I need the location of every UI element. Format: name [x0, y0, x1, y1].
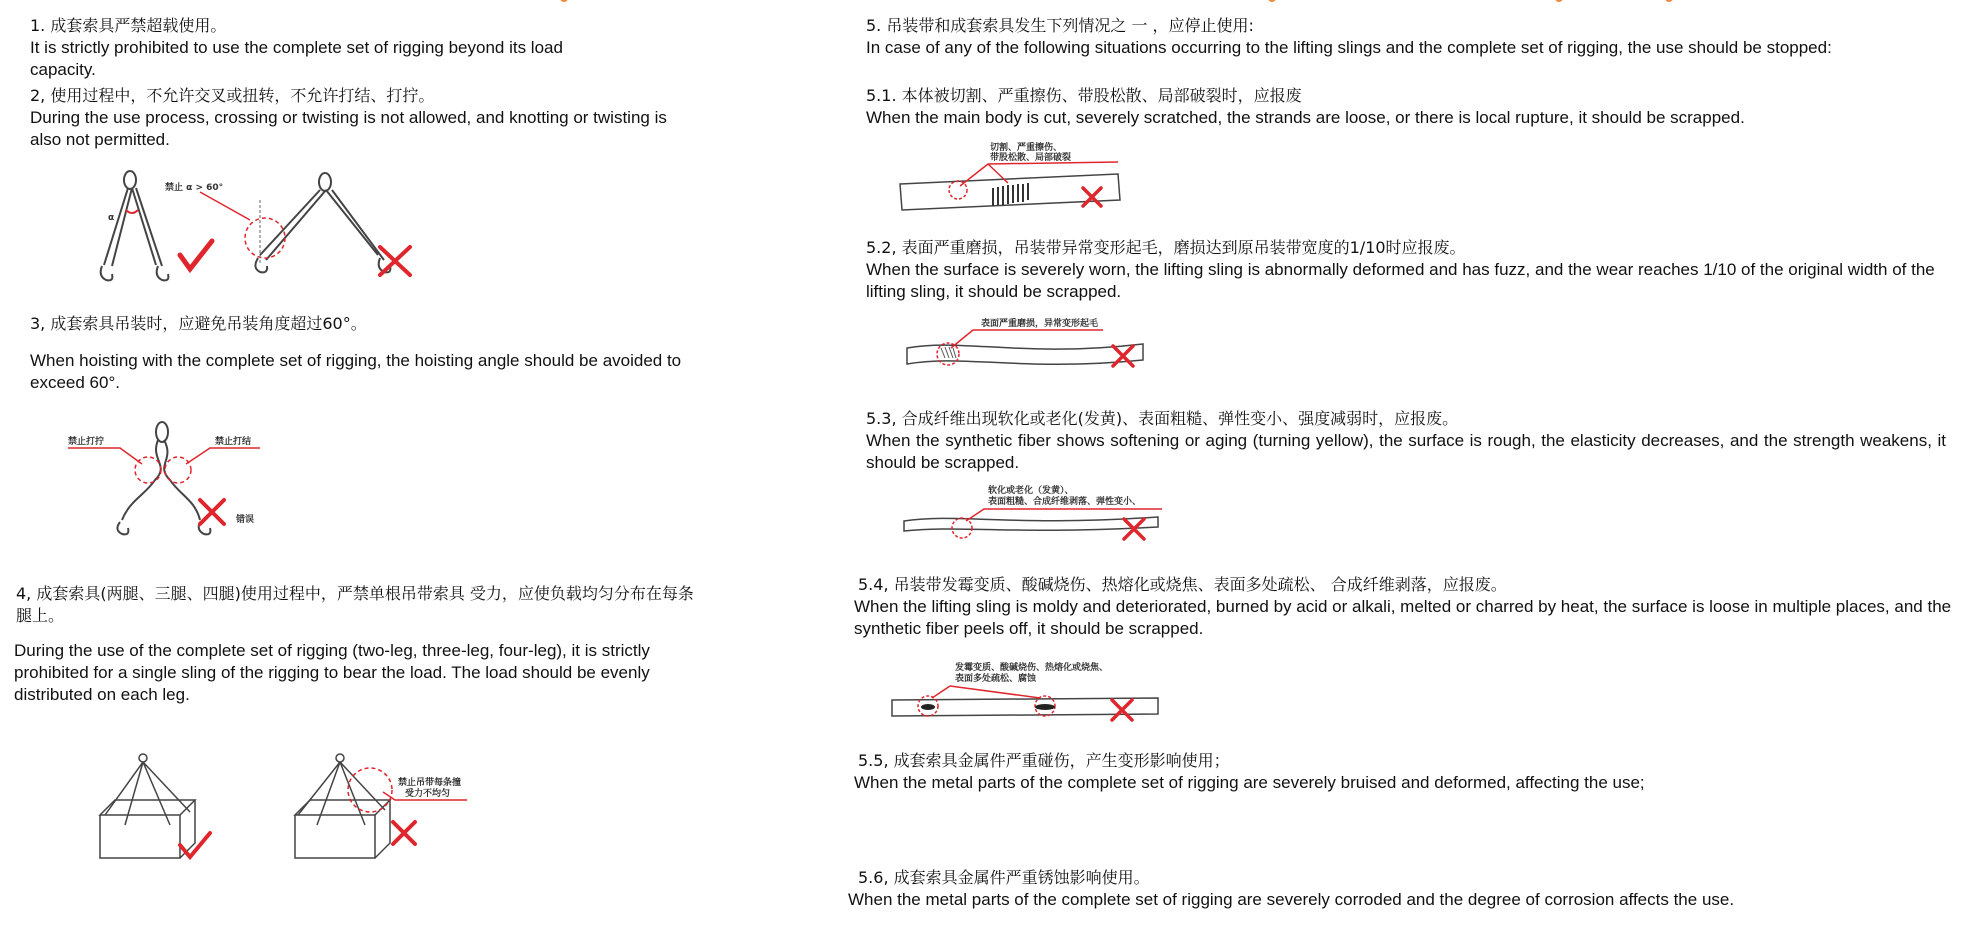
moldy-label-line2: 表面多处疏松、腐蚀: [955, 674, 1037, 684]
moldy-label-line1: 发霉变质、酸碱烧伤、热熔化或烧焦、: [955, 663, 1109, 673]
item51-heading-cn: 5.1. 本体被切割、严重擦伤、带股松散、局部破裂时，应报废: [866, 86, 1302, 105]
aged-label-line2: 表面粗糙、合成纤维剥落、弹性变小、: [988, 497, 1142, 507]
overload-highlight-circle: [348, 768, 392, 812]
item4-text-en: During the use of the complete set of rigging (two-leg, three-leg, four-leg), it is strictly prohibited for a single sling of the rigging to bear the load. The load should be evenly distributed on each leg.: [14, 641, 650, 704]
item56-text-en: When the metal parts of the complete set of rigging are severely corroded and the degree of corrosion affects the use.: [848, 890, 1735, 909]
worn-label: 表面严重磨损，异常变形起毛: [981, 319, 1099, 329]
item54-text-en: When the lifting sling is moldy and deteriorated, burned by acid or alkali, melted or charred by heat, the surface is loose in multiple places, and the synthetic fiber peels off, it should be scrapped.: [854, 597, 1952, 638]
item2-heading-cn: 2, 使用过程中，不允许交叉或扭转，不允许打结、打拧。: [30, 86, 435, 105]
item53-heading-cn: 5.3, 合成纤维出现软化或老化(发黄)、表面粗糙、弹性变小、强度减弱时，应报废。: [866, 409, 1459, 428]
cut-label-line2: 带股松散、局部破裂: [990, 153, 1072, 163]
knot-twist-figure: [60, 420, 280, 535]
no-knot-label: 禁止打结: [215, 437, 252, 447]
worn-sling-figure: [903, 314, 1153, 376]
item1-heading-cn: 1. 成套索具严禁超载使用。: [30, 16, 227, 35]
balanced-four-leg-sling: [100, 754, 195, 858]
cross-icon: [1112, 700, 1132, 720]
item51-text-en: When the main body is cut, severely scratched, the strands are loose, or there is local rupture, it should be scrapped.: [866, 108, 1745, 127]
twisted-sling: [117, 422, 210, 534]
item53-text-en: When the synthetic fiber shows softening or aging (turning yellow), the surface is rough, the elasticity decreases, and the strength weakens, it should be scrapped.: [866, 431, 1946, 472]
cross-icon: [1113, 346, 1133, 366]
cross-icon: [1083, 188, 1101, 206]
cut-label-line1: 切割、严重擦伤、: [990, 143, 1063, 153]
moldy-sling-figure: [890, 658, 1170, 728]
item52-text-en: When the surface is severely worn, the lifting sling is abnormally deformed and has fuzz, and the wear reaches 1/10 of the original width of the lifting sling, it should be scrapped.: [866, 260, 1935, 301]
item1-text-en: It is strictly prohibited to use the complete set of rigging beyond its load capacity.: [30, 38, 563, 79]
load-distribution-figure: [95, 750, 480, 865]
sling-angle-figure: [90, 170, 420, 285]
item5-text-en: In case of any of the following situations occurring to the lifting slings and the complete set of rigging, the use should be stopped:: [866, 38, 1832, 57]
aged-sling-figure: [900, 483, 1170, 545]
item56-heading-cn: 5.6, 成套索具金属件严重锈蚀影响使用。: [858, 868, 1150, 887]
angle-highlight-circle: [245, 218, 285, 258]
item4-heading-cn: 4, 成套索具(两腿、三腿、四腿)使用过程中，严禁单根吊带索具 受力，应使负载均匀分布在每条腿上。: [16, 584, 694, 625]
cut-sling-figure: [898, 138, 1128, 218]
top-edge-mark: [1665, 0, 1673, 2]
aged-label-line1: 软化或老化（发黄）、: [988, 486, 1074, 496]
overload-label-line1: 禁止吊带每条撞: [398, 778, 462, 788]
item54-heading-cn: 5.4, 吊装带发霉变质、酸碱烧伤、热熔化或烧焦、表面多处疏松、 合成纤维剥落，应报废。: [858, 575, 1507, 594]
cross-icon: [200, 500, 224, 524]
no-twist-label: 禁止打拧: [68, 437, 105, 447]
top-edge-mark: [560, 0, 568, 2]
wrong-label: 错误: [236, 515, 255, 525]
item55-heading-cn: 5.5, 成套索具金属件严重碰伤，产生变形影响使用；: [858, 751, 1230, 770]
correct-two-leg-sling: [101, 171, 169, 280]
alpha-symbol: α: [108, 213, 115, 223]
forbidden-angle-label: 禁止 α > 60°: [165, 183, 224, 193]
item3-text-en: When hoisting with the complete set of rigging, the hoisting angle should be avoided to exceed 60°.: [30, 351, 682, 392]
item2-text-en: During the use process, crossing or twisting is not allowed, and knotting or twisting is also not permitted.: [30, 108, 667, 149]
overload-label-line2: 受力不均匀: [405, 789, 451, 799]
cross-icon: [380, 247, 410, 275]
unbalanced-four-leg-sling: [295, 754, 390, 858]
top-edge-mark: [1555, 0, 1563, 2]
check-icon: [180, 241, 212, 269]
item55-text-en: When the metal parts of the complete set of rigging are severely bruised and deformed, affecting the use;: [854, 773, 1645, 792]
top-edge-mark: [1268, 0, 1276, 2]
cross-icon: [393, 822, 415, 844]
item3-heading-cn: 3, 成套索具吊装时，应避免吊装角度超过60°。: [30, 314, 367, 333]
incorrect-two-leg-sling: [255, 173, 390, 272]
item5-heading-cn: 5. 吊装带和成套索具发生下列情况之 一 ，应停止使用:: [866, 16, 1254, 35]
item52-heading-cn: 5.2, 表面严重磨损，吊装带异常变形起毛，磨损达到原吊装带宽度的1/10时应报废。: [866, 238, 1466, 257]
fuzz-marks: [941, 347, 956, 358]
damage-hatching: [993, 183, 1028, 206]
